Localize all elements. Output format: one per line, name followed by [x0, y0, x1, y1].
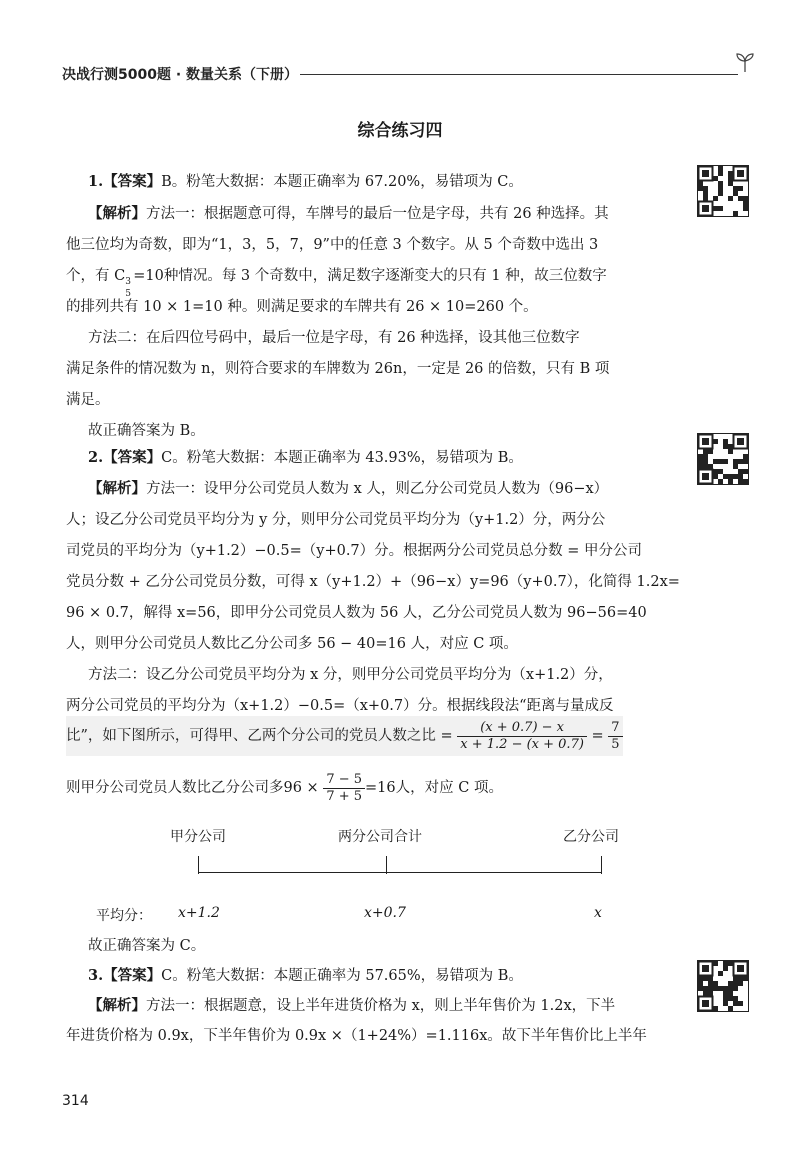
answer-label: 1.【答案】	[88, 173, 162, 190]
text-span: 则甲分公司党员人数比乙分公司多96 ×	[66, 780, 319, 796]
analysis-label: 【解析】	[88, 997, 146, 1014]
text-line: 两分公司党员的平均分为（x+1.2）−0.5=（x+0.7）分。根据线段法“距离与量成反	[66, 698, 614, 714]
text-line: 方法二：设乙分公司党员平均分为 x 分，则甲分公司党员平均分为（x+1.2）分，	[88, 667, 613, 683]
ratio-line	[66, 716, 623, 756]
q2-answer-line	[88, 448, 523, 468]
calc-fraction	[323, 772, 365, 805]
comb-sup: 3	[125, 277, 131, 287]
text-line: 方法一：设甲分公司党员人数为 x 人，则乙分公司党员人数为（96−x）	[146, 481, 609, 497]
text-line: 年进货价格为 0.9x，下半年售价为 0.9x ×（1+24%）=1.116x。故下半年售价比上半年	[66, 1028, 647, 1044]
answer-label: 3.【答案】	[88, 967, 162, 984]
qr-code-icon	[697, 960, 749, 1012]
text-line: 满足条件的情况数为 n，则符合要求的车牌数为 26n，一定是 26 的倍数，只有 B 项	[66, 361, 610, 377]
diagram-value-b: x	[594, 905, 602, 921]
text-line: 党员分数 + 乙分公司党员分数，可得 x（y+1.2）+（96−x）y=96（y+0.7），化简得 1.2x=	[66, 574, 680, 590]
answer-text: B。粉笔大数据：本题正确率为 67.20%，易错项为 C。	[161, 174, 523, 190]
q1-answer-line	[88, 172, 523, 192]
q3-analysis-line	[88, 996, 615, 1016]
answer-text: C。粉笔大数据：本题正确率为 43.93%，易错项为 B。	[161, 450, 523, 466]
fraction-denominator: 7 + 5	[326, 788, 363, 804]
diagram-value-total: x+0.7	[364, 905, 406, 921]
ratio-fraction	[457, 720, 587, 753]
section-title: 综合练习四	[357, 121, 443, 141]
text-line: 他三位均为奇数，即为“1，3，5，7，9”中的任意 3 个数字。从 5 个奇数中选出 3	[66, 237, 599, 253]
qr-code-icon	[697, 165, 749, 217]
analysis-label: 【解析】	[88, 205, 146, 222]
text-span: =10	[133, 268, 164, 284]
diagram-label-total: 两分公司合计	[338, 829, 422, 845]
diagram-label-a: 甲分公司	[170, 829, 226, 845]
answer-text: C。粉笔大数据：本题正确率为 57.65%，易错项为 B。	[161, 968, 523, 984]
leaf-icon	[734, 52, 756, 74]
text-line: 96 × 0.7，解得 x=56，即甲分公司党员人数为 56 人，乙分公司党员人数为 96−56=40	[66, 605, 647, 621]
diagram-label-b: 乙分公司	[563, 829, 619, 845]
text-span: 个，有 C	[66, 268, 126, 284]
header-rule	[300, 74, 738, 75]
fraction-numerator: 7 − 5	[323, 772, 365, 789]
ratio-result	[608, 720, 622, 753]
text-line: 的排列共有 10 × 1=10 种。则满足要求的车牌共有 26 × 10=260 个。	[66, 299, 538, 315]
text-line: 人，则甲分公司党员人数比乙分公司多 56 − 40=16 人，对应 C 项。	[66, 636, 518, 652]
comb-sub: 5	[125, 289, 131, 299]
text-line: 方法二：在后四位号码中，最后一位是字母，有 26 种选择，设其他三位数字	[88, 330, 580, 346]
text-line: 满足。	[66, 392, 110, 408]
fraction-numerator: (x + 0.7) − x	[457, 720, 587, 737]
text-span: 种情况。每 3 个奇数中，满足数字逐渐变大的只有 1 种，故三位数字	[163, 268, 607, 284]
qr-code-icon	[697, 433, 749, 485]
fraction-denominator: x + 1.2 − (x + 0.7)	[460, 736, 584, 752]
diagram-value-a: x+1.2	[178, 905, 220, 921]
calc-line	[66, 768, 503, 808]
q1-analysis-line	[88, 204, 609, 224]
answer-label: 2.【答案】	[88, 449, 162, 466]
text-span: 比”，如下图所示，可得甲、乙两个分公司的党员人数之比 =	[66, 728, 453, 744]
q2-analysis-line	[88, 479, 608, 499]
text-line: 人；设乙分公司党员平均分为 y 分，则甲分公司党员平均分为（y+1.2）分，两分公	[66, 512, 606, 528]
fraction-denominator: 5	[611, 736, 620, 752]
text-line: 方法一：根据题意可得，车牌号的最后一位是字母，共有 26 种选择。其	[146, 206, 609, 222]
fraction-numerator: 7	[608, 720, 622, 737]
text-line: 司党员的平均分为（y+1.2）−0.5=（y+0.7）分。根据两分公司党员总分数 = 甲分公司	[66, 543, 643, 559]
equals-sign: =	[591, 728, 604, 744]
page-number: 314	[62, 1093, 89, 1109]
segment-line	[198, 872, 602, 873]
running-header: 决战行测5000题 · 数量关系（下册）	[62, 67, 299, 83]
text-line: 故正确答案为 B。	[88, 423, 205, 439]
diagram-row-label: 平均分：	[96, 908, 152, 924]
q3-answer-line	[88, 966, 523, 986]
text-span: =16人，对应 C 项。	[365, 780, 503, 796]
text-line: 故正确答案为 C。	[88, 938, 206, 954]
text-line: 方法一：根据题意，设上半年进货价格为 x，则上半年售价为 1.2x，下半	[146, 998, 616, 1014]
q1-combination-line	[66, 266, 607, 299]
analysis-label: 【解析】	[88, 480, 146, 497]
